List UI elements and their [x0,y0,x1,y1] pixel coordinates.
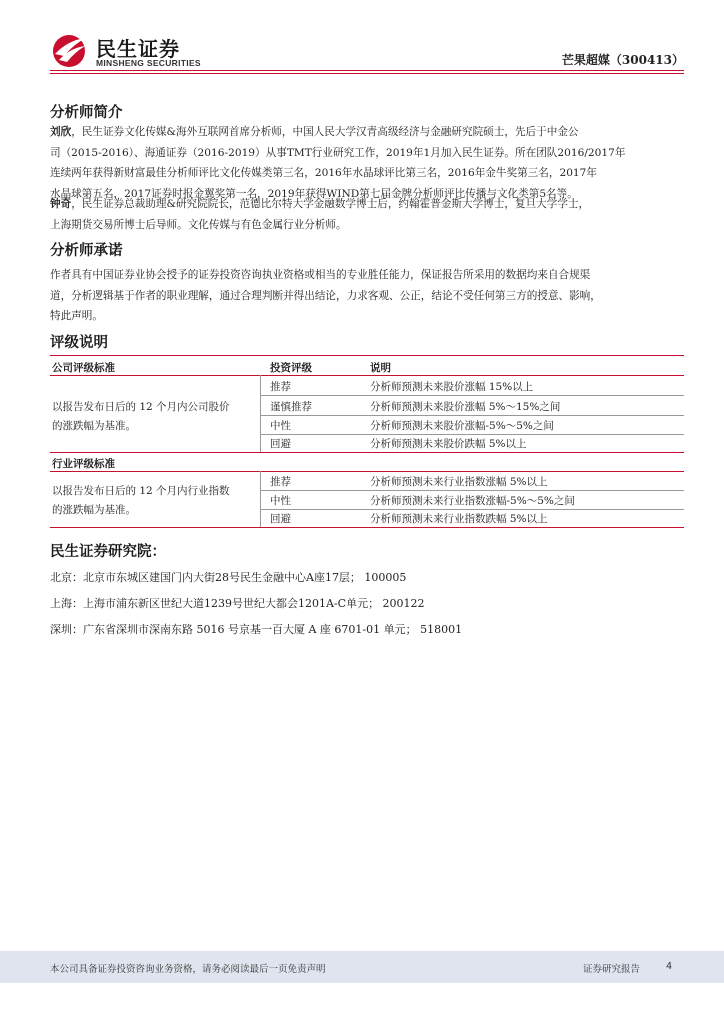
table-cell-rating: 中性 [270,495,291,507]
industry-basis-line: 的涨跌幅为基准。 [52,504,136,516]
row-divider [260,490,684,491]
analyst-intro-paragraph-2 [50,194,690,235]
commitment-line: 作者具有中国证券业协会授予的证券投资咨询执业资格或相当的专业胜任能力，保证报告所采用的数据均来自合规渠 [50,269,591,281]
industry-basis-line: 以报告发布日后的 12 个月内行业指数 [52,485,230,497]
commitment-paragraph [50,265,690,327]
table-cell-rating: 回避 [270,438,291,450]
section-divider [50,452,684,453]
analyst-bio-line: 上海期货交易所博士后导师。文化传媒与有色金属行业分析师。 [50,218,347,231]
row-divider [260,415,684,416]
table-cell-description: 分析师预测未来股价涨幅 15%以上 [370,381,534,393]
company-basis-line: 的涨跌幅为基准。 [52,420,136,432]
address-shenzhen: 深圳：广东省深圳市深南东路 5016 号京基一百大厦 A 座 6701-01 单元； 518001 [50,623,463,636]
header-divider-thin [50,73,684,74]
table-cell-description: 分析师预测未来股价跌幅 5%以上 [370,438,527,450]
header-divider [50,70,684,71]
column-divider [260,375,261,452]
company-rating-header: 公司评级标准 [52,362,115,374]
footer-disclaimer: 本公司具备证券投资咨询业务资格，请务必阅读最后一页免责声明 [50,964,326,975]
commitment-heading: 分析师承诺 [50,242,123,259]
footer-report-type: 证券研究报告 [583,964,641,975]
address-shanghai: 上海：上海市浦东新区世纪大道1239号世纪大都会1201A-C单元； 200122 [50,597,425,610]
institute-heading: 民生证券研究院： [50,543,166,560]
footer-page-number: 4 [666,961,673,972]
table-cell-rating: 中性 [270,420,291,432]
table-cell-description: 分析师预测未来股价涨幅 5%～15%之间 [370,401,561,413]
table-bottom-rule [50,527,684,528]
rating-column-header: 投资评级 [270,362,312,374]
row-divider [260,509,684,510]
table-cell-rating: 推荐 [270,381,291,393]
commitment-line: 道，分析逻辑基于作者的职业理解，通过合理判断并得出结论，力求客观、公正，结论不受任何第三方的授意、影响， [50,289,601,302]
analyst-intro-paragraph-1 [50,122,690,204]
analyst-bio-line: 连续两年获得新财富最佳分析师评比文化传媒类第三名，2016年水晶球评比第三名，2016年金牛奖第三名，2017年 [50,167,598,179]
table-cell-rating: 谨慎推荐 [270,401,312,413]
industry-header-rule [50,471,684,472]
table-cell-description: 分析师预测未来行业指数涨幅 5%以上 [370,476,548,488]
table-cell-rating: 推荐 [270,476,291,488]
table-header-rule [50,375,684,376]
analyst-intro-heading: 分析师简介 [50,104,123,121]
table-cell-description: 分析师预测未来行业指数跌幅 5%以上 [370,513,548,525]
table-cell-description: 分析师预测未来股价涨幅-5%～5%之间 [370,420,554,432]
company-basis [52,398,230,436]
table-cell-rating: 回避 [270,513,291,525]
report-title: 芒果超媒（300413） [561,53,684,67]
analyst-bio-line: ，民生证券总裁助理&研究院院长，范德比尔特大学金融数学博士后，约翰霍普金斯大学博士，复旦大学学士， [71,198,590,210]
analyst-bio-line: 司（2015-2016）、海通证券（2016-2019）从事TMT行业研究工作，2019年1月加入民生证券。所在团队2016/2017年 [50,146,626,159]
analyst-bio-line: ，民生证券文化传媒&海外互联网首席分析师，中国人民大学汉青高级经济与金融研究院硕士，先后于中金公 [71,126,579,138]
table-top-rule [50,355,684,356]
industry-rating-header: 行业评级标准 [52,458,115,470]
industry-basis [52,482,230,520]
company-basis-line: 以报告发布日后的 12 个月内公司股价 [52,401,230,413]
row-divider [260,395,684,396]
brand-name-en: MINSHENG SECURITIES [96,58,201,68]
address-beijing: 北京：北京市东城区建国门内大街28号民生金融中心A座17层； 100005 [50,571,407,584]
commitment-line: 特此声明。 [50,310,103,322]
analyst-bio-line: 水晶球第五名，2017证券时报金翼奖第一名，2019年获得WIND第七届金牌分析师评比传播与文化类第5名等。 [50,187,578,200]
description-column-header: 说明 [370,362,391,374]
rating-heading: 评级说明 [50,334,108,351]
table-cell-description: 分析师预测未来行业指数涨幅-5%～5%之间 [370,495,575,507]
analyst-name-zhongqi: 钟奇 [50,198,72,210]
brand-name-cn: 民生证券 [96,37,180,61]
analyst-name-liuxin: 刘欣 [50,126,72,138]
column-divider [260,471,261,527]
rating-table [50,355,684,530]
minsheng-logo-icon [50,32,90,68]
row-divider [260,434,684,435]
